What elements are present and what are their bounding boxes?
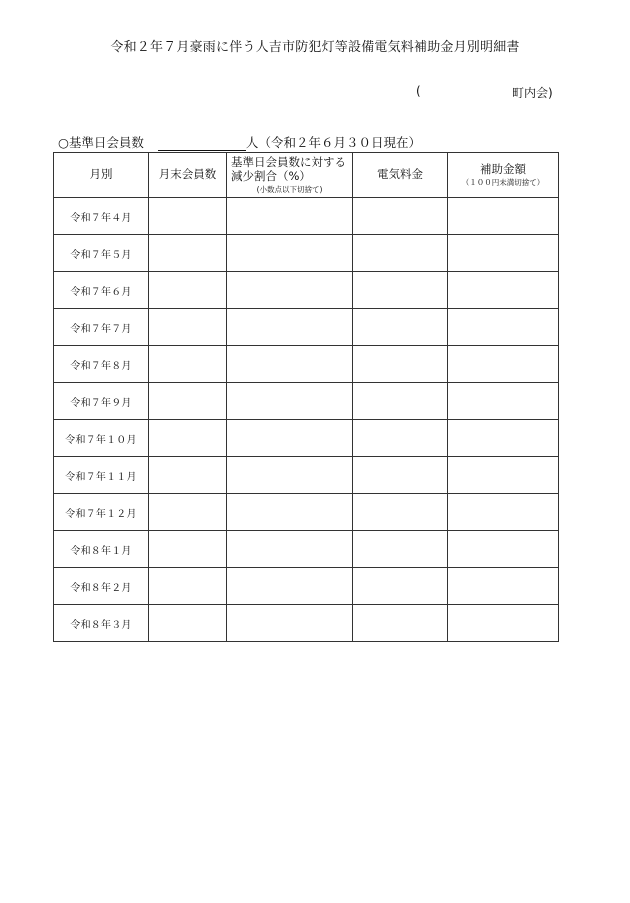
association-paren-open: ( bbox=[416, 84, 421, 98]
fee-cell[interactable] bbox=[353, 494, 448, 531]
reduction-cell[interactable] bbox=[227, 420, 353, 457]
fee-cell[interactable] bbox=[353, 198, 448, 235]
table-row bbox=[54, 346, 559, 383]
table-header-row bbox=[54, 153, 559, 198]
table-row bbox=[54, 198, 559, 235]
subsidy-cell[interactable] bbox=[448, 272, 559, 309]
fee-cell[interactable] bbox=[353, 272, 448, 309]
subsidy-cell[interactable] bbox=[448, 420, 559, 457]
month-cell: 令和７年１１月 bbox=[54, 457, 149, 494]
reduction-cell[interactable] bbox=[227, 605, 353, 642]
fee-cell[interactable] bbox=[353, 605, 448, 642]
fee-cell[interactable] bbox=[353, 531, 448, 568]
reduction-cell[interactable] bbox=[227, 531, 353, 568]
month-cell: 令和７年８月 bbox=[54, 346, 149, 383]
document-title: 令和２年７月豪雨に伴う人吉市防犯灯等設備電気料補助金月別明細書 bbox=[110, 40, 520, 55]
header-reduction-main: 基準日会員数に対する減少割合（%） bbox=[231, 154, 346, 183]
reduction-cell[interactable] bbox=[227, 457, 353, 494]
table-row bbox=[54, 309, 559, 346]
month-cell: 令和７年１０月 bbox=[54, 420, 149, 457]
members-cell[interactable] bbox=[149, 383, 227, 420]
table-row bbox=[54, 272, 559, 309]
fee-cell[interactable] bbox=[353, 309, 448, 346]
month-cell: 令和７年１２月 bbox=[54, 494, 149, 531]
header-reduction bbox=[227, 153, 353, 198]
fee-cell[interactable] bbox=[353, 457, 448, 494]
subsidy-cell[interactable] bbox=[448, 531, 559, 568]
members-cell[interactable] bbox=[149, 309, 227, 346]
reduction-cell[interactable] bbox=[227, 198, 353, 235]
base-members-note: （令和２年６月３０日現在） bbox=[258, 135, 421, 150]
members-cell[interactable] bbox=[149, 235, 227, 272]
subsidy-cell[interactable] bbox=[448, 494, 559, 531]
table-row bbox=[54, 420, 559, 457]
table-row bbox=[54, 605, 559, 642]
reduction-cell[interactable] bbox=[227, 309, 353, 346]
reduction-cell[interactable] bbox=[227, 568, 353, 605]
subsidy-cell[interactable] bbox=[448, 568, 559, 605]
header-fee: 電気料金 bbox=[353, 153, 448, 198]
month-cell: 令和８年１月 bbox=[54, 531, 149, 568]
fee-cell[interactable] bbox=[353, 568, 448, 605]
association-label: 町内会) bbox=[512, 86, 553, 100]
table-row bbox=[54, 531, 559, 568]
month-cell: 令和８年２月 bbox=[54, 568, 149, 605]
month-cell: 令和７年６月 bbox=[54, 272, 149, 309]
monthly-breakdown-table bbox=[53, 152, 559, 642]
base-members-unit: 人 bbox=[245, 135, 259, 150]
month-cell: 令和８年３月 bbox=[54, 605, 149, 642]
header-members: 月末会員数 bbox=[149, 153, 227, 198]
reduction-cell[interactable] bbox=[227, 346, 353, 383]
members-cell[interactable] bbox=[149, 568, 227, 605]
subsidy-cell[interactable] bbox=[448, 346, 559, 383]
subsidy-cell[interactable] bbox=[448, 457, 559, 494]
header-subsidy-sub: （１００円未満切捨て） bbox=[461, 178, 545, 188]
reduction-cell[interactable] bbox=[227, 383, 353, 420]
table-row bbox=[54, 568, 559, 605]
header-subsidy-main: 補助金額 bbox=[480, 161, 526, 176]
members-cell[interactable] bbox=[149, 605, 227, 642]
month-cell: 令和７年５月 bbox=[54, 235, 149, 272]
subsidy-cell[interactable] bbox=[448, 605, 559, 642]
base-members-label: ○基準日会員数 bbox=[58, 135, 144, 150]
members-cell[interactable] bbox=[149, 346, 227, 383]
table-row bbox=[54, 383, 559, 420]
reduction-cell[interactable] bbox=[227, 235, 353, 272]
month-cell: 令和７年４月 bbox=[54, 198, 149, 235]
base-members-blank[interactable] bbox=[158, 136, 246, 151]
fee-cell[interactable] bbox=[353, 420, 448, 457]
header-month: 月別 bbox=[54, 153, 149, 198]
reduction-cell[interactable] bbox=[227, 272, 353, 309]
subsidy-cell[interactable] bbox=[448, 235, 559, 272]
table-row bbox=[54, 235, 559, 272]
fee-cell[interactable] bbox=[353, 346, 448, 383]
header-reduction-sub: (小数点以下切捨て) bbox=[256, 185, 323, 195]
members-cell[interactable] bbox=[149, 494, 227, 531]
members-cell[interactable] bbox=[149, 272, 227, 309]
table-row bbox=[54, 494, 559, 531]
table-row bbox=[54, 457, 559, 494]
subsidy-cell[interactable] bbox=[448, 198, 559, 235]
members-cell[interactable] bbox=[149, 420, 227, 457]
members-cell[interactable] bbox=[149, 531, 227, 568]
fee-cell[interactable] bbox=[353, 383, 448, 420]
subsidy-cell[interactable] bbox=[448, 383, 559, 420]
fee-cell[interactable] bbox=[353, 235, 448, 272]
subsidy-cell[interactable] bbox=[448, 309, 559, 346]
month-cell: 令和７年７月 bbox=[54, 309, 149, 346]
members-cell[interactable] bbox=[149, 457, 227, 494]
members-cell[interactable] bbox=[149, 198, 227, 235]
base-members-row bbox=[58, 133, 421, 151]
reduction-cell[interactable] bbox=[227, 494, 353, 531]
month-cell: 令和７年９月 bbox=[54, 383, 149, 420]
header-subsidy bbox=[448, 153, 559, 198]
